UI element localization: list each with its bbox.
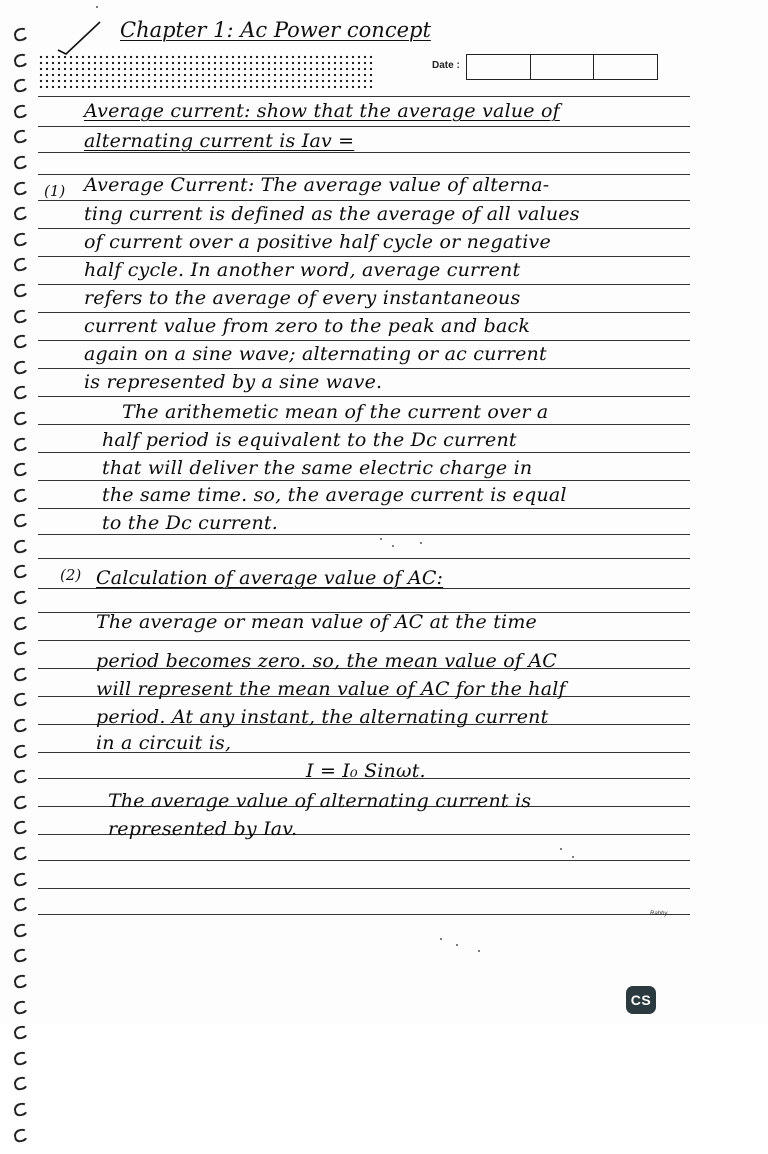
checkmark-icon bbox=[56, 20, 104, 56]
text-line: The average value of alternating current is bbox=[108, 790, 532, 812]
ruled-line bbox=[38, 452, 690, 453]
spiral-ring bbox=[13, 52, 29, 68]
text-line: ting current is defined as the average of all values bbox=[84, 203, 580, 225]
text-line: The arithemetic mean of the current over a bbox=[122, 401, 549, 423]
spiral-ring bbox=[13, 1025, 29, 1041]
notebook-brand-mark: Rabby bbox=[650, 911, 668, 917]
spiral-ring bbox=[13, 257, 29, 273]
spiral-ring bbox=[13, 948, 29, 964]
section-bullet-2: (2) bbox=[60, 566, 82, 584]
text-line: the same time. so, the average current is equal bbox=[102, 484, 567, 506]
spiral-ring bbox=[13, 411, 29, 427]
text-line: half period is equivalent to the Dc current bbox=[102, 429, 517, 451]
ruled-line bbox=[38, 424, 690, 425]
text-line: current value from zero to the peak and back bbox=[84, 315, 531, 337]
scan-speck bbox=[572, 856, 574, 858]
ruled-line bbox=[38, 396, 690, 397]
spiral-ring bbox=[13, 846, 29, 862]
date-day-box bbox=[467, 55, 531, 79]
spiral-ring bbox=[13, 769, 29, 785]
formula-line: I = I₀ Sinωt. bbox=[306, 760, 426, 782]
ruled-line bbox=[38, 508, 690, 509]
spiral-ring bbox=[13, 78, 29, 94]
date-year-box bbox=[594, 55, 657, 79]
spiral-ring bbox=[13, 718, 29, 734]
spiral-ring bbox=[13, 641, 29, 657]
text-line: Average Current: The average value of alterna- bbox=[84, 174, 550, 196]
spiral-ring bbox=[13, 1127, 29, 1143]
text-line: in a circuit is, bbox=[96, 732, 232, 754]
ruled-line bbox=[38, 228, 690, 229]
text-line: alternating current is Iav = bbox=[84, 130, 355, 152]
spiral-ring bbox=[13, 283, 29, 299]
text-line: that will deliver the same electric charge in bbox=[102, 457, 533, 479]
spiral-ring bbox=[13, 820, 29, 836]
scan-speck bbox=[440, 938, 442, 940]
ruled-line bbox=[38, 126, 690, 127]
text-line: to the Dc current. bbox=[102, 512, 278, 534]
ruled-line bbox=[38, 640, 690, 641]
ruled-line bbox=[38, 312, 690, 313]
camscanner-logo: CS bbox=[626, 986, 656, 1014]
spiral-ring bbox=[13, 667, 29, 683]
spiral-ring bbox=[13, 974, 29, 990]
spiral-ring bbox=[13, 487, 29, 503]
scan-speck bbox=[420, 542, 422, 544]
spiral-ring bbox=[13, 1076, 29, 1092]
spiral-ring bbox=[13, 999, 29, 1015]
spiral-ring bbox=[13, 103, 29, 119]
spiral-ring bbox=[13, 1102, 29, 1118]
ruled-line bbox=[38, 96, 690, 97]
ruled-line bbox=[38, 558, 690, 559]
spiral-ring bbox=[13, 206, 29, 222]
spiral-ring bbox=[13, 564, 29, 580]
ruled-line bbox=[38, 480, 690, 481]
spiral-ring bbox=[13, 871, 29, 887]
text-line: of current over a positive half cycle or negative bbox=[84, 231, 551, 253]
date-month-box bbox=[531, 55, 595, 79]
spiral-ring bbox=[13, 129, 29, 145]
text-line: period becomes zero. so, the mean value of AC bbox=[96, 650, 557, 672]
ruled-line bbox=[38, 368, 690, 369]
scan-speck bbox=[478, 950, 480, 952]
spiral-ring bbox=[13, 231, 29, 247]
scan-speck bbox=[380, 538, 382, 540]
spiral-ring bbox=[13, 513, 29, 529]
scan-speck bbox=[96, 6, 98, 8]
spiral-ring bbox=[13, 539, 29, 555]
dot-grid-pattern bbox=[38, 54, 374, 88]
text-line: period. At any instant, the alternating current bbox=[96, 706, 549, 728]
spiral-ring bbox=[13, 155, 29, 171]
text-line: half cycle. In another word, average current bbox=[84, 259, 521, 281]
text-line: The average or mean value of AC at the time bbox=[96, 611, 537, 633]
spiral-ring bbox=[13, 615, 29, 631]
spiral-ring bbox=[13, 359, 29, 375]
spiral-ring bbox=[13, 1050, 29, 1066]
section-bullet-1: (1) bbox=[44, 182, 66, 200]
spiral-ring bbox=[13, 692, 29, 708]
text-line: refers to the average of every instantaneous bbox=[84, 287, 521, 309]
spiral-ring bbox=[13, 590, 29, 606]
spiral-ring bbox=[13, 462, 29, 478]
spiral-ring bbox=[13, 922, 29, 938]
spiral-ring bbox=[13, 743, 29, 759]
spiral-binding bbox=[14, 28, 32, 1154]
text-line: again on a sine wave; alternating or ac current bbox=[84, 343, 547, 365]
ruled-line bbox=[38, 534, 690, 535]
ruled-line bbox=[38, 284, 690, 285]
spiral-ring bbox=[13, 436, 29, 452]
scan-speck bbox=[560, 848, 562, 850]
ruled-line bbox=[38, 340, 690, 341]
date-label: Date : bbox=[432, 60, 460, 71]
ruled-line bbox=[38, 914, 690, 915]
spiral-ring bbox=[13, 308, 29, 324]
spiral-ring bbox=[13, 334, 29, 350]
text-line: is represented by a sine wave. bbox=[84, 371, 383, 393]
ruled-line bbox=[38, 152, 690, 153]
scan-speck bbox=[456, 944, 458, 946]
text-line: Average current: show that the average value of bbox=[84, 100, 560, 122]
text-line: will represent the mean value of AC for the half bbox=[96, 678, 566, 700]
text-line: represented by Iav. bbox=[108, 818, 298, 840]
spiral-ring bbox=[13, 794, 29, 810]
page-title: Chapter 1: Ac Power concept bbox=[120, 18, 431, 42]
scan-speck bbox=[392, 545, 394, 547]
date-field bbox=[466, 54, 658, 80]
spiral-ring bbox=[13, 27, 29, 43]
section-heading: Calculation of average value of AC: bbox=[96, 567, 444, 589]
spiral-ring bbox=[13, 385, 29, 401]
spiral-ring bbox=[13, 897, 29, 913]
ruled-line bbox=[38, 200, 690, 201]
ruled-line bbox=[38, 888, 690, 889]
ruled-line bbox=[38, 860, 690, 861]
spiral-ring bbox=[13, 180, 29, 196]
ruled-line bbox=[38, 256, 690, 257]
